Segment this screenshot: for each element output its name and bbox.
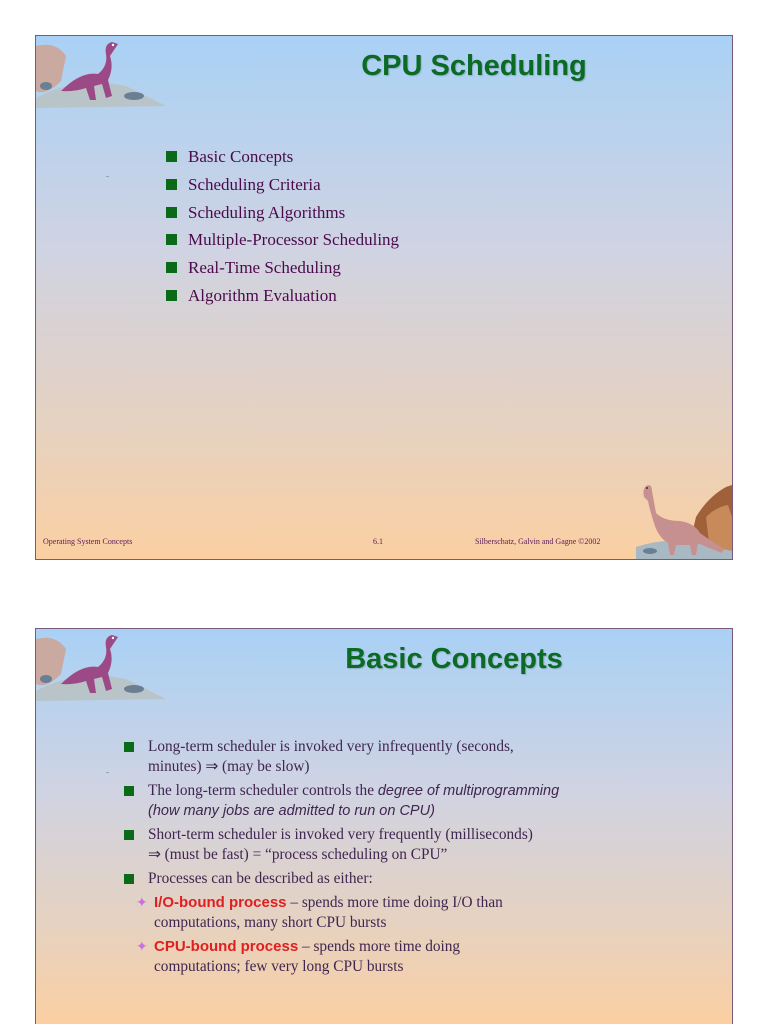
slide-title: CPU Scheduling: [361, 50, 587, 82]
brontosaurus-icon: [636, 477, 732, 559]
footer-page-number: 6.1: [373, 537, 383, 546]
process-type-list: [124, 893, 684, 977]
list-item: Basic Concepts: [166, 146, 399, 174]
list-item: Short-term scheduler is invoked very frequently (milliseconds) ⇒ (must be fast) = “process scheduling on CPU”: [124, 825, 684, 865]
square-bullet-icon: [166, 151, 177, 162]
square-bullet-icon: [124, 786, 134, 796]
square-bullet-icon: [124, 874, 134, 884]
list-item: Scheduling Algorithms: [166, 202, 399, 230]
slide-cpu-scheduling: [35, 35, 733, 560]
star-bullet-icon: ✦: [136, 939, 148, 955]
slide-footer: [43, 537, 622, 549]
list-item: The long-term scheduler controls the degree of multiprogramming (how many jobs are admitted to run on CPU): [124, 781, 684, 821]
decorative-dot: [106, 772, 109, 773]
square-bullet-icon: [166, 207, 177, 218]
square-bullet-icon: [124, 742, 134, 752]
list-item: Scheduling Criteria: [166, 174, 399, 202]
square-bullet-icon: [166, 262, 177, 273]
list-item: ✦ I/O-bound process – spends more time doing I/O than computations, many short CPU bursts: [136, 894, 503, 931]
slide-basic-concepts: [35, 628, 733, 1024]
list-item: ✦ CPU-bound process – spends more time doing computations; few very long CPU bursts: [136, 938, 461, 975]
footer-authors: Silberschatz, Galvin and Gagne ©2002: [475, 537, 601, 546]
footer-course: Operating System Concepts: [43, 537, 133, 546]
list-item: Long-term scheduler is invoked very infrequently (seconds, minutes) ⇒ (may be slow): [124, 737, 684, 777]
square-bullet-icon: [166, 234, 177, 245]
star-bullet-icon: ✦: [136, 895, 148, 911]
list-item: Multiple-Processor Scheduling: [166, 229, 399, 257]
slide-title: Basic Concepts: [345, 643, 563, 675]
topic-list: [166, 146, 399, 313]
list-item: Algorithm Evaluation: [166, 285, 399, 313]
square-bullet-icon: [124, 830, 134, 840]
decorative-dot: [106, 176, 109, 177]
list-item: Processes can be described as either: ✦ I/O-bound process – spends more time doing I/O than computations, many short CPU bursts ✦ CPU-bound process – spends more time doing computations; few very long CPU bursts: [124, 869, 684, 977]
concept-list: [124, 737, 684, 981]
square-bullet-icon: [166, 179, 177, 190]
list-item: Real-Time Scheduling: [166, 257, 399, 285]
dinosaur-icon: [36, 36, 166, 108]
dinosaur-icon: [36, 629, 166, 701]
square-bullet-icon: [166, 290, 177, 301]
